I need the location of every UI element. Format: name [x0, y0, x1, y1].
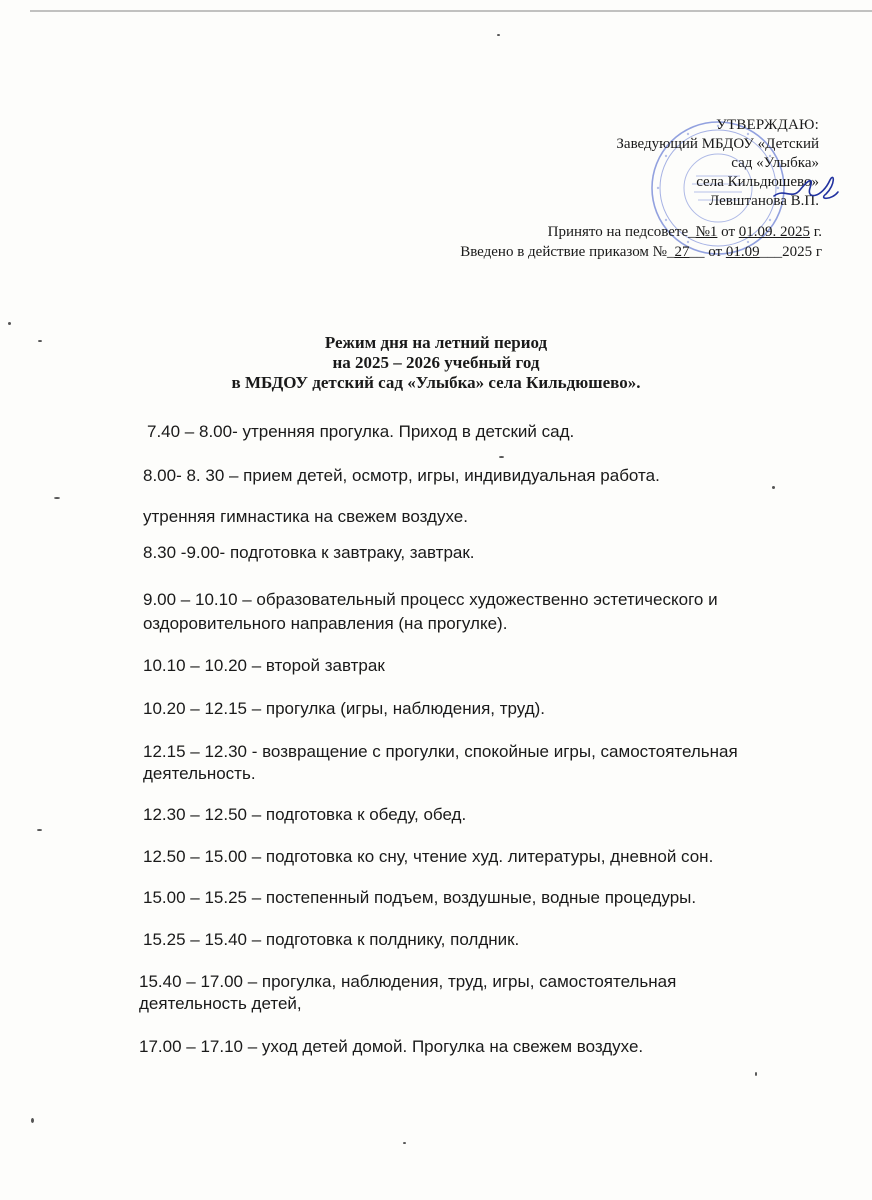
- scan-speck: [31, 1118, 34, 1123]
- title-line-1: Режим дня на летний период: [324, 333, 548, 352]
- schedule-line: 12.30 – 12.50 – подготовка к обеду, обед.: [143, 805, 467, 824]
- order-number: 27: [674, 244, 690, 260]
- order-prefix: Введено в действие приказом №_: [460, 244, 675, 260]
- approval-line-5: Левштанова В.П.: [709, 193, 819, 209]
- schedule-line: 9.00 – 10.10 – образовательный процесс художественно эстетического и: [143, 590, 718, 609]
- schedule-line: 7.40 – 8.00- утренняя прогулка. Приход в детский сад.: [147, 422, 575, 441]
- schedule-line: 12.50 – 15.00 – подготовка ко сну, чтение худ. литературы, дневной сон.: [143, 847, 714, 866]
- schedule-line: 15.25 – 15.40 – подготовка к полднику, полдник.: [143, 930, 520, 949]
- scan-speck: [755, 1072, 757, 1076]
- scan-speck: [499, 456, 504, 458]
- approval-line-3: сад «Улыбка»: [731, 155, 819, 171]
- acceptance-prefix: Принято на педсовете_: [547, 224, 696, 240]
- scan-speck: [38, 340, 42, 342]
- schedule-line: 12.15 – 12.30 - возвращение с прогулки, спокойные игры, самостоятельная: [143, 742, 738, 761]
- acceptance-mid: от: [717, 224, 739, 240]
- scan-speck: [54, 497, 60, 499]
- schedule-line: 8.30 -9.00- подготовка к завтраку, завтрак.: [143, 543, 475, 562]
- title-line-3: в МБДОУ детский сад «Улыбка» села Кильдюшево».: [231, 373, 641, 392]
- schedule-line: 15.40 – 17.00 – прогулка, наблюдения, труд, игры, самостоятельная: [139, 972, 677, 991]
- scan-speck: [403, 1142, 406, 1144]
- schedule-line: оздоровительного направления (на прогулке).: [143, 614, 508, 633]
- order-mid: __ от: [689, 244, 726, 260]
- approval-line-1: УТВЕРЖДАЮ:: [716, 117, 819, 133]
- approval-line-4: села Кильдюшево»: [696, 174, 819, 190]
- schedule-line: утренняя гимнастика на свежем воздухе.: [143, 507, 468, 526]
- schedule-line: 8.00- 8. 30 – прием детей, осмотр, игры, индивидуальная работа.: [143, 466, 660, 485]
- acceptance-suffix: г.: [810, 224, 822, 240]
- schedule-line: деятельность.: [143, 764, 256, 783]
- schedule-line: 15.00 – 15.25 – постепенный подъем, воздушные, водные процедуры.: [143, 888, 697, 907]
- scan-speck: [8, 322, 11, 325]
- scan-speck: [772, 486, 775, 489]
- schedule-line: деятельность детей,: [139, 994, 302, 1013]
- scan-speck: [497, 34, 500, 36]
- schedule-line: 10.10 – 10.20 – второй завтрак: [143, 656, 385, 675]
- approval-line-2: Заведующий МБДОУ «Детский: [616, 136, 819, 152]
- title-line-2: на 2025 – 2026 учебный год: [332, 353, 540, 372]
- schedule-line: 10.20 – 12.15 – прогулка (игры, наблюдения, труд).: [143, 699, 546, 718]
- scan-speck: [37, 829, 42, 831]
- order-date: 01.09: [725, 244, 760, 260]
- order-suffix: ___2025 г: [759, 244, 822, 260]
- protocol-number: №1: [695, 224, 718, 240]
- acceptance-date: 01.09. 2025: [738, 224, 811, 240]
- schedule-line: 17.00 – 17.10 – уход детей домой. Прогулка на свежем воздухе.: [139, 1037, 644, 1056]
